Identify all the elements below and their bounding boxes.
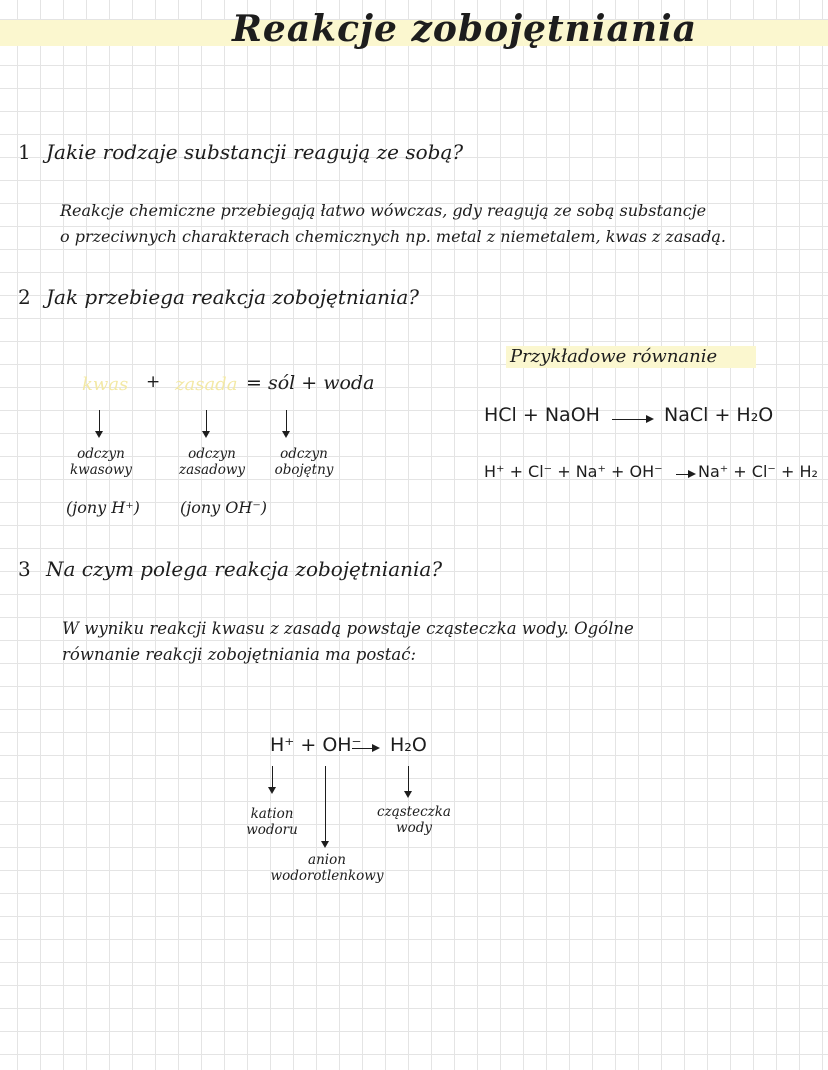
label-line: wodoru bbox=[246, 822, 298, 838]
arrow-down-icon bbox=[206, 410, 207, 436]
label-anion-wodorotlenkowy bbox=[264, 852, 390, 884]
question-2-number: 2 bbox=[18, 285, 31, 309]
arrow-down-icon bbox=[325, 766, 326, 846]
label-line: odczyn bbox=[188, 446, 236, 462]
example-eq2-left: H⁺ + Cl⁻ + Na⁺ + OH⁻ bbox=[484, 462, 663, 481]
ions-oh: (jony OH⁻) bbox=[180, 498, 268, 517]
arrow-down-icon bbox=[286, 410, 287, 436]
answer-3-line-2: równanie reakcji zobojętniania ma postać: bbox=[62, 645, 417, 664]
arrow-right-icon bbox=[352, 748, 378, 749]
label-line: odczyn bbox=[77, 446, 125, 462]
label-line: kwasowy bbox=[69, 462, 133, 478]
answer-3-line-1: W wyniku reakcji kwasu z zasadą powstaje cząsteczka wody. Ogólne bbox=[62, 619, 634, 638]
question-1-number: 1 bbox=[18, 140, 31, 164]
label-line: odczyn bbox=[280, 446, 328, 462]
arrow-right-icon bbox=[612, 419, 652, 420]
label-odczyn-zasadowy bbox=[170, 446, 254, 478]
diagram-right: H₂O bbox=[390, 734, 427, 756]
question-3-number: 3 bbox=[18, 557, 31, 581]
question-3-text: Na czym polega reakcja zobojętniania? bbox=[46, 557, 443, 581]
label-line: anion bbox=[308, 852, 346, 868]
arrow-down-icon bbox=[272, 766, 273, 792]
label-line: obojętny bbox=[274, 462, 334, 478]
scheme-kwas: kwas bbox=[82, 374, 129, 395]
question-1-text: Jakie rodzaje substancji reagują ze sobą? bbox=[46, 140, 464, 164]
ions-h: (jony H⁺) bbox=[66, 498, 140, 517]
arrow-down-icon bbox=[99, 410, 100, 436]
label-line: wodorotlenkowy bbox=[270, 868, 384, 884]
label-czasteczka-wody bbox=[364, 804, 464, 836]
arrow-down-icon bbox=[408, 766, 409, 796]
scheme-plus: + bbox=[146, 372, 161, 392]
label-line: kation bbox=[250, 806, 294, 822]
example-eq2-right: Na⁺ + Cl⁻ + H₂ bbox=[698, 462, 818, 481]
label-line: zasadowy bbox=[178, 462, 246, 478]
example-eq1-right: NaCl + H₂O bbox=[664, 404, 774, 426]
label-odczyn-kwasowy bbox=[64, 446, 138, 478]
scheme-zasada: zasada bbox=[175, 374, 238, 395]
label-kation-wodoru bbox=[236, 806, 308, 838]
answer-1-line-1: Reakcje chemiczne przebiegają łatwo wówczas, gdy reagują ze sobą substancje bbox=[60, 201, 707, 220]
scheme-result: = sól + woda bbox=[246, 372, 375, 394]
label-odczyn-obojetny bbox=[262, 446, 346, 478]
label-line: wody bbox=[396, 820, 432, 836]
diagram-left: H⁺ + OH⁻ bbox=[270, 734, 362, 756]
label-line: cząsteczka bbox=[377, 804, 451, 820]
example-heading: Przykładowe równanie bbox=[510, 346, 718, 367]
arrow-right-icon bbox=[676, 474, 694, 475]
question-2-text: Jak przebiega reakcja zobojętniania? bbox=[46, 285, 420, 309]
answer-1-line-2: o przeciwnych charakterach chemicznych np. metal z niemetalem, kwas z zasadą. bbox=[60, 227, 727, 246]
example-eq1-left: HCl + NaOH bbox=[484, 404, 600, 426]
page-title: Reakcje zobojętniania bbox=[232, 8, 698, 50]
